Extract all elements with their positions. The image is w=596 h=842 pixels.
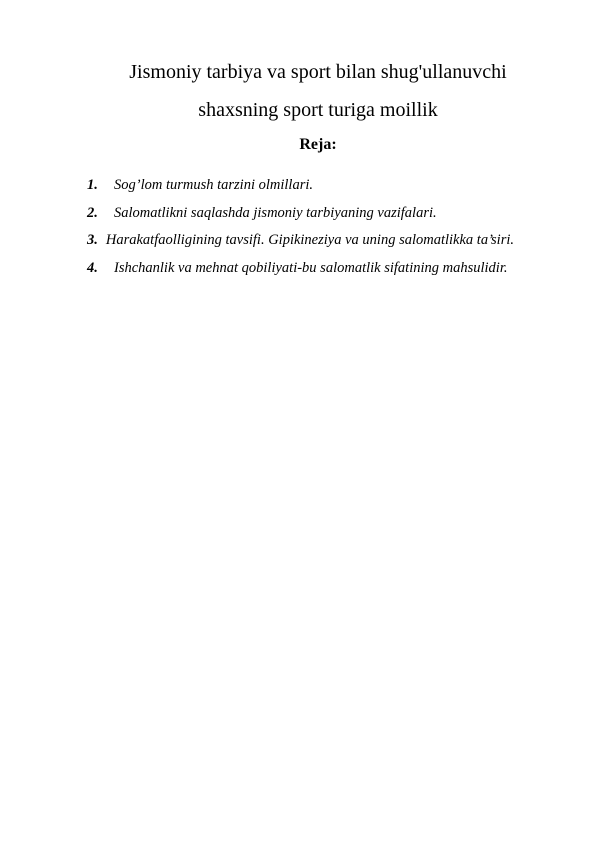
document-title-line-1: Jismoniy tarbiya va sport bilan shug'ullanuvchi: [129, 61, 507, 83]
document-title-line-2: shaxsning sport turiga moillik: [198, 99, 438, 121]
plan-item-text: Harakatfaolligining tavsifi. Gipikineziya va uning salomatlikka ta’siri.: [105, 232, 514, 248]
plan-item-number: 3.: [87, 232, 98, 248]
plan-item: [87, 255, 549, 283]
plan-item: [87, 227, 549, 255]
plan-heading: Reja:: [299, 136, 337, 153]
plan-item-text: Ishchanlik va mehnat qobiliyati-bu salomatlik sifatining mahsulidir.: [114, 259, 508, 276]
plan-item-number: 1.: [87, 177, 98, 193]
plan-item-text: Sog’lom turmush tarzini olmillari.: [114, 177, 313, 193]
plan-item: [87, 200, 549, 228]
plan-item-text: Salomatlikni saqlashda jismoniy tarbiyaning vazifalari.: [114, 204, 437, 221]
plan-item-number: 2.: [87, 204, 98, 221]
plan-item: [87, 172, 549, 200]
plan-list: [87, 172, 549, 282]
plan-item-number: 4.: [87, 259, 98, 276]
